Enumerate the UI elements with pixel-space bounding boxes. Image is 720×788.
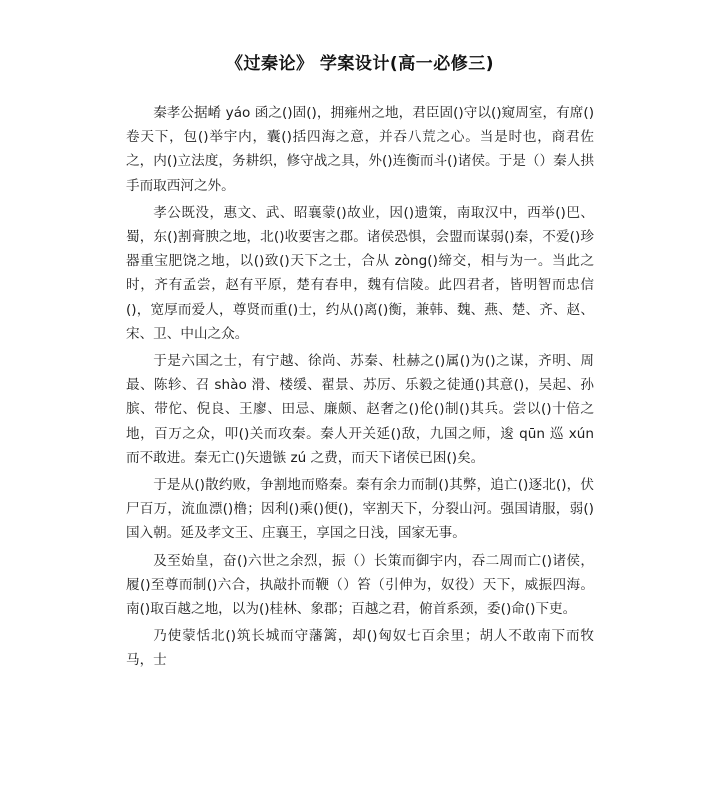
document-body [126, 101, 594, 673]
paragraph: 秦孝公据崤 yáo 函之()固()，拥雍州之地，君臣固()守以()窥周室，有席()卷天下，包()举宇内，囊()括四海之意，并吞八荒之心。当是时也，商君佐之，内()立法度，务耕织，修守战之具，外()连衡而斗()诸侯。于是（）秦人拱手而取西河之外。 [126, 105, 594, 194]
paragraph: 乃使蒙恬北()筑长城而守藩篱，却()匈奴七百余里；胡人不敢南下而牧马，士 [126, 628, 594, 669]
paragraph: 孝公既没，惠文、武、昭襄蒙()故业，因()遗策，南取汉中，西举()巴、蜀，东()割膏腴之地，北()收要害之郡。诸侯恐惧，会盟而谋弱()秦，不爱()珍器重宝肥饶之地，以()致()天下之士，合从 zòng()缔交，相与为一。当此之时，齐有孟尝，赵有平原，楚有春申，魏有信陵。此四君者，皆明智而忠信()，宽厚而爱人，尊贤而重()士，约从()离()衡，兼韩、魏、燕、楚、齐、赵、宋、卫、中山之众。 [126, 204, 594, 342]
paragraph: 及至始皇，奋()六世之余烈，振（）长策而御宇内，吞二周而亡()诸侯，履()至尊而制()六合，执敲扑而鞭（）笞（引伸为，奴役）天下，威振四海。南()取百越之地，以为()桂林、象郡；百越之君，俯首系颈，委()命()下吏。 [126, 552, 594, 618]
page-title: 《过秦论》 学案设计(高一必修三) [226, 54, 494, 74]
paragraph: 于是从()散约败，争割地而赂秦。秦有余力而制()其弊，追亡()逐北()，伏尸百万，流血漂()橹；因利()乘()便()，宰割天下，分裂山河。强国请服，弱()国入朝。延及孝文王、庄襄王，享国之日浅，国家无事。 [126, 477, 594, 542]
paragraph: 于是六国之士，有宁越、徐尚、苏秦、杜赫之()属()为()之谋，齐明、周最、陈轸、召 shào 滑、楼缓、翟景、苏厉、乐毅之徒通()其意()，吴起、孙膑、带佗、倪良、王廖、田忌、廉颇、赵奢之()伦()制()其兵。尝以()十倍之地，百万之众，叩()关而攻秦。秦人开关延()敌，九国之师，逡 qūn 巡 xún 而不敢进。秦无亡()矢遗镞 zú 之费，而天下诸侯已困()矣。 [126, 353, 594, 466]
